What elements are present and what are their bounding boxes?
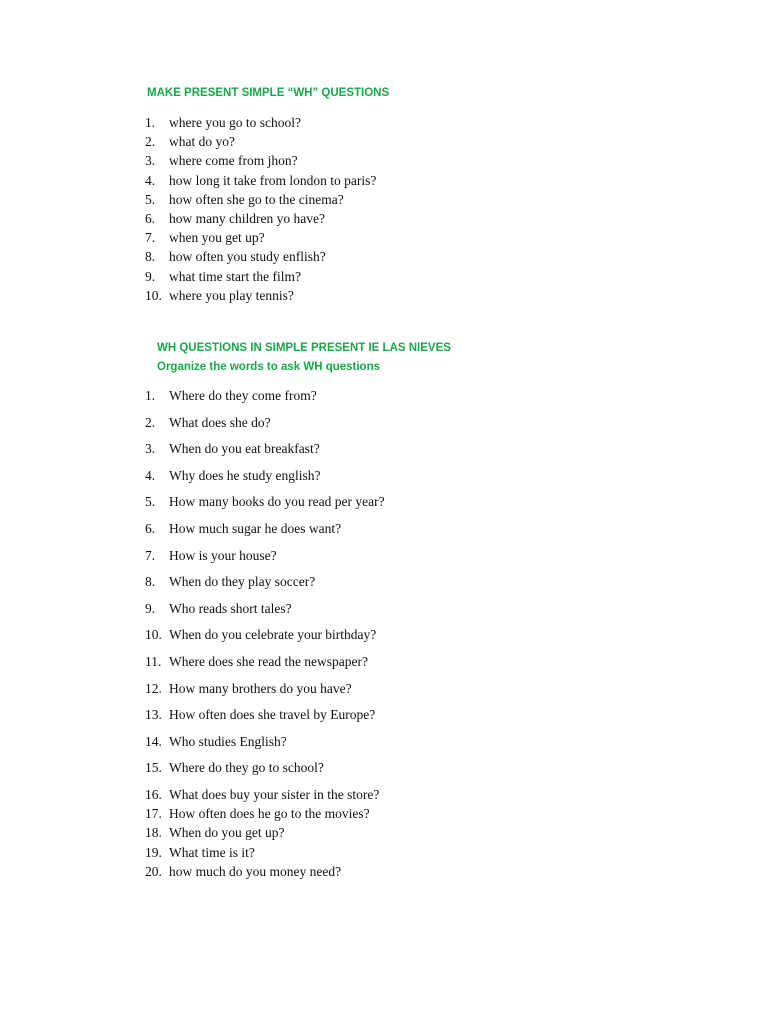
item-number: 1. bbox=[145, 115, 156, 130]
item-number: 16. bbox=[145, 787, 162, 802]
list-item bbox=[145, 171, 376, 190]
list-item bbox=[145, 862, 379, 881]
item-text: Who reads short tales? bbox=[169, 600, 292, 616]
list-item bbox=[145, 599, 385, 626]
item-number: 8. bbox=[145, 249, 156, 265]
item-number: 13. bbox=[145, 707, 162, 723]
section2-title: WH QUESTIONS IN SIMPLE PRESENT IE LAS NIEVES bbox=[157, 342, 451, 354]
item-text: What time is it? bbox=[169, 844, 255, 860]
item-number: 5. bbox=[145, 494, 156, 510]
item-number: 10. bbox=[145, 287, 162, 303]
item-text: Why does he study english? bbox=[169, 467, 321, 483]
list-item bbox=[145, 247, 376, 266]
item-number: 3. bbox=[145, 153, 156, 169]
item-text: how often she go to the cinema? bbox=[169, 191, 344, 207]
item-text: what time start the film? bbox=[169, 268, 301, 284]
item-number: 6. bbox=[145, 520, 156, 536]
item-number: 4. bbox=[145, 467, 156, 483]
list-item bbox=[145, 679, 385, 706]
list-item bbox=[145, 492, 385, 519]
item-text: how long it take from london to paris? bbox=[169, 172, 377, 188]
list-item bbox=[145, 705, 385, 732]
list-item bbox=[145, 190, 376, 209]
list-item bbox=[145, 267, 376, 286]
item-number: 9. bbox=[145, 600, 156, 616]
list-item bbox=[145, 785, 379, 804]
list-item bbox=[145, 209, 376, 228]
list-item bbox=[145, 804, 379, 823]
item-text: where you go to school? bbox=[169, 115, 301, 130]
section2-question-list-continued bbox=[145, 785, 379, 881]
item-number: 9. bbox=[145, 268, 156, 284]
list-item bbox=[145, 466, 385, 493]
list-item bbox=[145, 652, 385, 679]
list-item bbox=[145, 286, 376, 305]
list-item bbox=[145, 132, 376, 151]
item-text: How often does she travel by Europe? bbox=[169, 707, 376, 723]
item-number: 17. bbox=[145, 806, 162, 822]
item-number: 2. bbox=[145, 134, 156, 150]
item-text: What does buy your sister in the store? bbox=[169, 787, 380, 802]
item-number: 15. bbox=[145, 760, 162, 776]
list-item bbox=[145, 228, 376, 247]
item-text: When do they play soccer? bbox=[169, 574, 316, 590]
section2-question-list bbox=[145, 386, 385, 785]
item-number: 4. bbox=[145, 172, 156, 188]
list-item bbox=[145, 625, 385, 652]
list-item bbox=[145, 413, 385, 440]
item-text: How much sugar he does want? bbox=[169, 520, 342, 536]
item-text: Who studies English? bbox=[169, 733, 287, 749]
item-text: Where does she read the newspaper? bbox=[169, 653, 369, 669]
item-text: what do yo? bbox=[169, 134, 235, 150]
item-text: when you get up? bbox=[169, 230, 265, 246]
list-item bbox=[145, 151, 376, 170]
item-text: Where do they go to school? bbox=[169, 760, 324, 776]
item-number: 14. bbox=[145, 733, 162, 749]
item-text: where come from jhon? bbox=[169, 153, 298, 169]
item-text: how often you study enflish? bbox=[169, 249, 326, 265]
section1-title: MAKE PRESENT SIMPLE “WH” QUESTIONS bbox=[147, 87, 390, 99]
item-text: where you play tennis? bbox=[169, 287, 294, 303]
list-item bbox=[145, 843, 379, 862]
item-number: 5. bbox=[145, 191, 156, 207]
item-text: When do you celebrate your birthday? bbox=[169, 627, 377, 643]
section1-question-list bbox=[145, 113, 376, 305]
item-text: how much do you money need? bbox=[169, 863, 342, 879]
list-item bbox=[145, 732, 385, 759]
item-number: 7. bbox=[145, 230, 156, 246]
item-number: 6. bbox=[145, 210, 156, 226]
item-text: When do you eat breakfast? bbox=[169, 441, 320, 457]
item-number: 18. bbox=[145, 825, 162, 841]
list-item bbox=[145, 519, 385, 546]
item-text: How is your house? bbox=[169, 547, 277, 563]
item-number: 3. bbox=[145, 441, 156, 457]
item-text: When do you get up? bbox=[169, 825, 285, 841]
list-item bbox=[145, 113, 376, 132]
section2-subtitle: Organize the words to ask WH questions bbox=[157, 361, 381, 373]
list-item bbox=[145, 758, 385, 785]
item-text: how many children yo have? bbox=[169, 210, 325, 226]
item-text: How many brothers do you have? bbox=[169, 680, 352, 696]
list-item bbox=[145, 572, 385, 599]
item-number: 7. bbox=[145, 547, 156, 563]
list-item bbox=[145, 439, 385, 466]
item-text: Where do they come from? bbox=[169, 388, 317, 403]
item-number: 2. bbox=[145, 414, 156, 430]
item-text: How often does he go to the movies? bbox=[169, 806, 370, 822]
list-item bbox=[145, 546, 385, 573]
list-item bbox=[145, 386, 385, 413]
item-number: 12. bbox=[145, 680, 162, 696]
item-number: 11. bbox=[145, 653, 162, 669]
item-text: What does she do? bbox=[169, 414, 271, 430]
item-number: 10. bbox=[145, 627, 162, 643]
item-number: 8. bbox=[145, 574, 156, 590]
item-number: 1. bbox=[145, 388, 156, 403]
item-number: 20. bbox=[145, 863, 162, 879]
item-text: How many books do you read per year? bbox=[169, 494, 385, 510]
list-item bbox=[145, 823, 379, 842]
item-number: 19. bbox=[145, 844, 162, 860]
